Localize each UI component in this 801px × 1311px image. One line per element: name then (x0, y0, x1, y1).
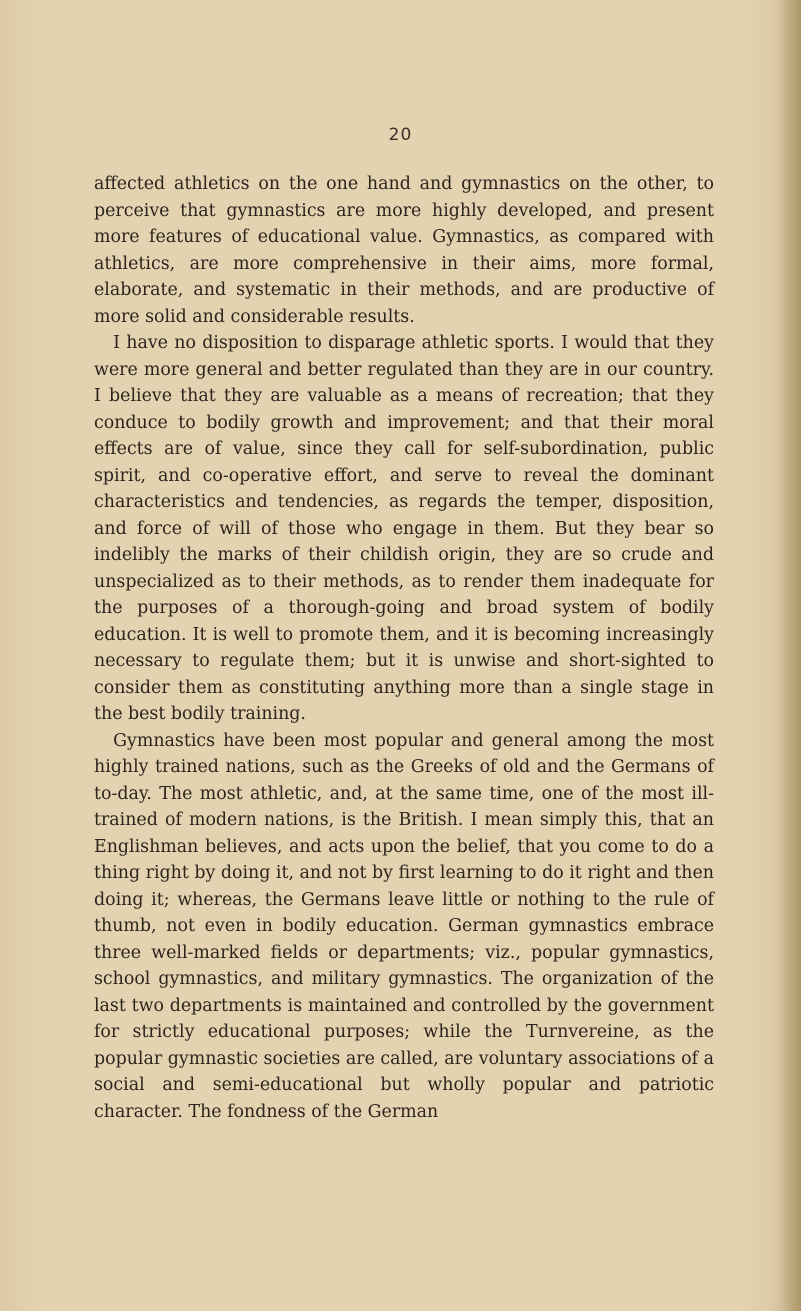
paragraph-3: Gymnastics have been most popular and general among the most highly trained nations, such as the Greeks of old and the Germans of to-day. The most athletic, and, at the same time, one of the most ill-trained of modern nations, is the British. I mean simply this, that an Englishman believes, and acts upon the belief, that you come to do a thing right by doing it, and not by first learning to do it right and then doing it; whereas, the Germans leave little or nothing to the rule of thumb, not even in bodily education. German gymnastics embrace three well-marked fields or departments; viz., popular gymnastics, school gymnastics, and military gymnastics. The organization of the last two departments is maintained and controlled by the government for strictly educational purposes; while the Turnvereine, as the popular gymnastic societies are called, are voluntary associations of a social and semi-educational but wholly popular and patriotic character. The fondness of the German (94, 730, 714, 1122)
page-number: 20 (388, 125, 413, 145)
body-text (94, 171, 714, 1125)
paragraph-2: I have no disposition to disparage athletic sports. I would that they were more general and better regulated than they are in our country. I believe that they are valuable as a means of recreation; that they conduce to bodily growth and improvement; and that their moral effects are of value, since they call for self-subordination, public spirit, and co-operative effort, and serve to reveal the dominant characteristics and tendencies, as regards the temper, disposition, and force of will of those who engage in them. But they bear so indelibly the marks of their childish origin, they are so crude and unspecialized as to their methods, as to render them inadequate for the purposes of a thorough-going and broad system of bodily education. It is well to promote them, and it is becoming increasingly necessary to regulate them; but it is unwise and short-sighted to consider them as constituting anything more than a single stage in the best bodily training. (94, 333, 714, 724)
paragraph-1: affected athletics on the one hand and gymnastics on the other, to perceive that gymnastics are more highly developed, and present more features of educational value. Gymnastics, as compared with athletics, are more comprehensive in their aims, more formal, elaborate, and systematic in their methods, and are productive of more solid and considerable results. (94, 174, 714, 327)
page-edge-shadow (779, 0, 801, 1311)
